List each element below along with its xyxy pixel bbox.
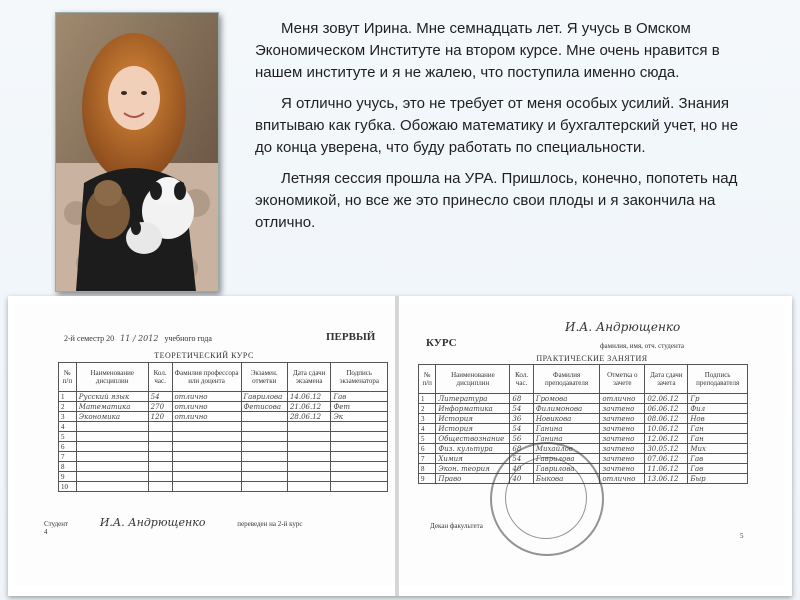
table-cell: Филимонова [533,404,600,414]
table-cell: зачтено [600,464,645,474]
table-cell: 28.06.12 [287,412,330,422]
table-cell: 3 [419,414,436,424]
table-cell [148,482,172,492]
table-cell: отлично [172,392,241,402]
table-cell [241,422,287,432]
record-book-left-page [14,304,394,586]
left-table-header: Дата сдачи экзамена [287,363,330,392]
table-cell: 30.05.12 [645,444,688,454]
left-table-header: Подпись экзаменатора [331,363,388,392]
table-cell [172,432,241,442]
table-cell: зачтено [600,424,645,434]
table-cell: Гаврилова [533,454,600,464]
table-cell [148,422,172,432]
table-cell: 1 [419,394,436,404]
table-cell: Эк [331,412,388,422]
table-cell: 54 [148,392,172,402]
right-table-header: Фамилия преподавателя [533,365,600,394]
table-cell: 8 [419,464,436,474]
student-label: Студент [44,520,69,528]
table-row [59,462,388,472]
table-cell [76,472,148,482]
table-cell [287,462,330,472]
table-cell: зачтено [600,444,645,454]
photo-image [56,13,218,291]
table-cell: Русский язык [76,392,148,402]
table-cell [331,472,388,482]
left-table-header: Экзамен. отметки [241,363,287,392]
table-cell: 68 [510,444,533,454]
table-cell: 1 [59,392,77,402]
table-cell: 7 [419,454,436,464]
table-cell: Нов [688,414,748,424]
table-cell: 07.06.12 [645,454,688,464]
table-cell: 06.06.12 [645,404,688,414]
table-cell [148,462,172,472]
table-row [59,452,388,462]
table-cell: 11.06.12 [645,464,688,474]
table-cell [331,442,388,452]
table-row [59,432,388,442]
theoretical-course-table [58,362,388,492]
student-name-handwritten: И.А. Андрющенко [565,320,681,334]
table-cell: Гав [688,464,748,474]
table-cell: зачтено [600,404,645,414]
theoretical-course-title: ТЕОРЕТИЧЕСКИЙ КУРС [154,351,254,360]
table-cell: Быкова [533,474,600,484]
table-cell: 14.06.12 [287,392,330,402]
table-row [59,472,388,482]
table-cell: Быр [688,474,748,484]
table-cell [331,432,388,442]
table-cell: 21.06.12 [287,402,330,412]
table-cell: Химия [436,454,510,464]
table-cell: Новикова [533,414,600,424]
table-cell: 5 [419,434,436,444]
table-cell: Математика [76,402,148,412]
table-cell [172,472,241,482]
table-cell: 6 [59,442,77,452]
student-line [44,516,302,529]
table-cell: Ганина [533,424,600,434]
table-cell: 6 [419,444,436,454]
table-cell [148,442,172,452]
table-row [419,414,748,424]
table-cell [148,472,172,482]
table-cell [287,452,330,462]
table-cell [287,482,330,492]
table-cell [76,432,148,442]
table-cell: зачтено [600,434,645,444]
table-cell: Гав [688,454,748,464]
table-cell: отлично [172,402,241,412]
table-cell: 08.06.12 [645,414,688,424]
table-row [419,444,748,454]
semester-prefix: 2-й семестр 20 [64,334,115,343]
page-number-right: 5 [740,532,744,540]
table-cell: отлично [600,394,645,404]
table-cell: отлично [600,474,645,484]
table-cell: 54 [510,404,533,414]
table-cell [241,472,287,482]
table-row [59,412,388,422]
table-cell [241,412,287,422]
intro-paragraph-1: Меня зовут Ирина. Мне семнадцать лет. Я учусь в Омском Экономическом Институте на втором курсе. Мне очень нравится в нашем институте и я не жалею, что поступила именно сюда. [255,20,720,81]
semester-handwritten: 11 / 2012 [120,334,159,343]
table-cell: зачтено [600,414,645,424]
left-table-header: Фамилия профессора или доцента [172,363,241,392]
record-book-scan [8,296,792,596]
intro-text [255,18,755,243]
table-row [59,392,388,402]
table-cell [241,432,287,442]
student-signature: И.А. Андрющенко [99,516,206,529]
table-cell: 120 [148,412,172,422]
table-row [419,394,748,404]
table-cell: 36 [510,414,533,424]
table-cell: 68 [510,394,533,404]
table-cell [331,422,388,432]
table-cell [287,432,330,442]
right-table-header: Дата сдачи зачета [645,365,688,394]
record-book-right-page [400,304,784,586]
intro-paragraph-3: Летняя сессия прошла на УРА. Пришлось, конечно, попотеть над экономикой, но все же это принесло свои плоды и я закончила на отлично. [255,170,738,231]
table-cell: 4 [419,424,436,434]
table-row [419,434,748,444]
table-cell [287,472,330,482]
table-cell: Обществознание [436,434,510,444]
table-cell: 4 [59,422,77,432]
right-table-header: Кол. час. [510,365,533,394]
page-number-left: 4 [44,528,48,536]
table-cell: 8 [59,462,77,472]
table-cell: Ган [688,424,748,434]
table-cell: История [436,414,510,424]
practical-classes-title: ПРАКТИЧЕСКИЕ ЗАНЯТИЯ [536,354,648,363]
dean-label: Декан факультета [430,522,483,530]
table-cell [76,442,148,452]
table-cell: 12.06.12 [645,434,688,444]
table-cell: Михайлов [533,444,600,454]
semester-line [64,334,212,343]
table-cell: 9 [59,472,77,482]
table-cell [148,432,172,442]
table-cell [76,482,148,492]
table-cell: 3 [59,412,77,422]
intro-paragraph-2: Я отлично учусь, это не требует от меня особых усилий. Знания впитываю как губка. Обожаю математику и бухгалтерский учет, но не до конца уверена, что буду работать по специальности. [255,95,739,156]
semester-suffix: учебного года [164,334,212,343]
table-cell [76,462,148,472]
student-name-caption: фамилия, имя, отч. студента [600,342,684,350]
table-cell: Экономика [76,412,148,422]
table-cell: 13.06.12 [645,474,688,484]
course-word-left: ПЕРВЫЙ [326,331,376,343]
course-word-right: КУРС [426,337,457,349]
transfer-text: переведен на 2-й курс [237,520,303,528]
table-cell: Физ. культура [436,444,510,454]
table-row [419,404,748,414]
table-cell: отлично [172,412,241,422]
left-table-header: № п/п [59,363,77,392]
table-cell [172,482,241,492]
table-cell: 40 [510,464,533,474]
right-table-header: № п/п [419,365,436,394]
table-cell: Гаврилова [241,392,287,402]
table-cell [172,442,241,452]
table-cell: 2 [419,404,436,414]
table-cell: 10 [59,482,77,492]
table-cell [172,422,241,432]
table-row [59,442,388,452]
table-cell: Информатика [436,404,510,414]
table-cell: Гав [331,392,388,402]
table-cell: Фет [331,402,388,412]
round-stamp-inner [505,457,587,539]
table-cell: 5 [59,432,77,442]
table-cell: Гаврилова [533,464,600,474]
student-photo [55,12,219,292]
table-cell [172,462,241,472]
right-table-header: Подпись преподавателя [688,365,748,394]
left-table-header: Наименование дисциплин [76,363,148,392]
book-spine [395,296,399,596]
table-cell [331,482,388,492]
left-table-header: Кол. час. [148,363,172,392]
right-table-header: Наименование дисциплин [436,365,510,394]
right-table-header: Отметка о зачете [600,365,645,394]
table-cell: Фетисова [241,402,287,412]
table-row [59,402,388,412]
table-cell: Фил [688,404,748,414]
table-cell [241,462,287,472]
table-cell: Литература [436,394,510,404]
table-cell [287,422,330,432]
table-cell: 9 [419,474,436,484]
table-cell: Громова [533,394,600,404]
table-cell: Гр [688,394,748,404]
table-cell [241,442,287,452]
table-cell [172,452,241,462]
table-cell: 54 [510,454,533,464]
table-cell: 40 [510,474,533,484]
table-cell: 10.06.12 [645,424,688,434]
table-cell: 02.06.12 [645,394,688,404]
table-cell: Мих [688,444,748,454]
table-row [419,424,748,434]
table-cell: История [436,424,510,434]
table-cell: Право [436,474,510,484]
table-cell: 56 [510,434,533,444]
table-cell: 2 [59,402,77,412]
table-cell [331,452,388,462]
table-row [59,422,388,432]
table-cell [241,482,287,492]
table-cell [76,422,148,432]
table-cell [331,462,388,472]
table-cell: 54 [510,424,533,434]
table-cell [76,452,148,462]
table-cell: 7 [59,452,77,462]
table-cell: Ган [688,434,748,444]
table-cell [241,452,287,462]
table-row [59,482,388,492]
table-cell: зачтено [600,454,645,464]
table-cell: Экон. теория [436,464,510,474]
table-cell [287,442,330,452]
table-cell [148,452,172,462]
table-cell: 270 [148,402,172,412]
table-cell: Ганина [533,434,600,444]
